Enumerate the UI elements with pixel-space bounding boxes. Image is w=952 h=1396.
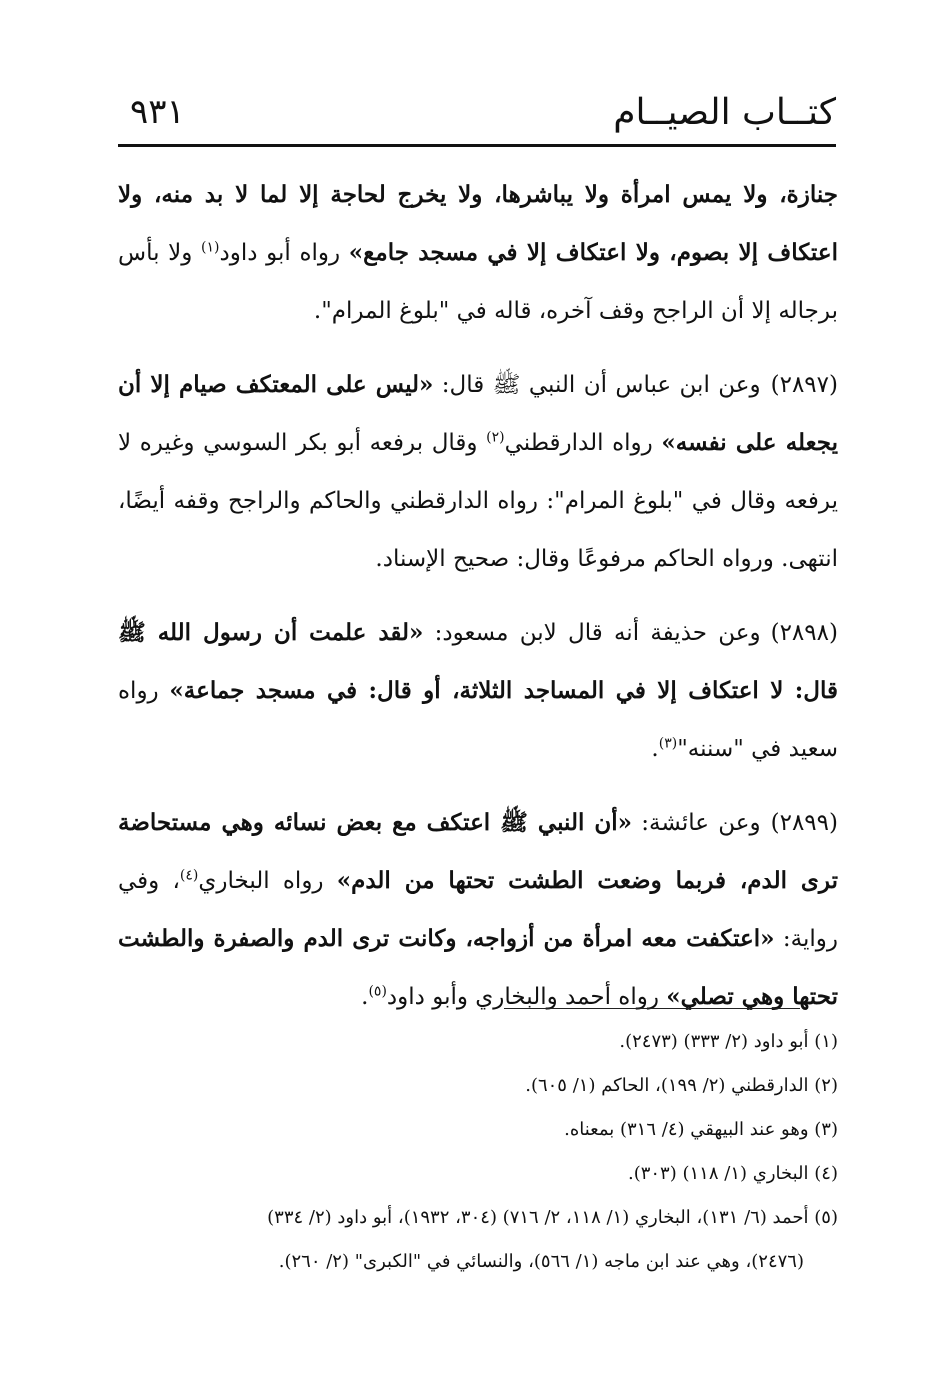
paragraph bbox=[118, 166, 838, 340]
paragraph bbox=[118, 794, 838, 1026]
commentary-text: وعن عائشة: bbox=[631, 810, 761, 836]
footnote: (٥) أحمد (٦/ ١٣١)، البخاري (١/ ١١٨، ٢/ ٧١٦) (٣٠٤، ١٩٣٢)، أبو داود (٢/ ٣٣٤) bbox=[267, 1207, 838, 1228]
commentary-text: وعن حذيفة أنه قال لابن مسعود: bbox=[423, 620, 761, 646]
chapter-title: كتــاب الصيــام bbox=[613, 92, 836, 133]
footnote-ref: (٢) bbox=[486, 429, 505, 446]
footnote-separator bbox=[504, 1008, 800, 1009]
commentary-text: وعن ابن عباس أن النبي ﷺ قال: bbox=[433, 372, 761, 398]
footnote: (٢) الدارقطني (٢/ ١٩٩)، الحاكم (١/ ٦٠٥). bbox=[525, 1075, 838, 1096]
footnote: (٤) البخاري (١/ ١١٨) (٣٠٣). bbox=[627, 1163, 838, 1184]
commentary-text: رواه الدارقطني bbox=[504, 430, 662, 456]
commentary-text: . bbox=[651, 736, 659, 762]
paragraph bbox=[118, 604, 838, 778]
footnote-ref: (١) bbox=[201, 239, 220, 256]
commentary-text: رواه أحمد والبخاري وأبو داود bbox=[386, 984, 667, 1010]
commentary-text: رواه أبو داود bbox=[219, 240, 349, 266]
commentary-text: رواه البخاري bbox=[198, 868, 337, 894]
page-number: ٩٣١ bbox=[130, 92, 185, 132]
footnote-ref: (٥) bbox=[368, 983, 387, 1000]
footnote-ref: (٣) bbox=[658, 735, 678, 752]
footnote-ref: (٤) bbox=[179, 867, 199, 884]
hadith-number: (٢٨٩٧) bbox=[770, 372, 838, 398]
header-rule bbox=[118, 144, 836, 147]
commentary-text: . bbox=[361, 984, 369, 1010]
hadith-text: «ليس على المعتكف صيام إلا أن يجعله على نفسه» bbox=[118, 371, 838, 456]
hadith-text: «لقد علمت أن رسول الله ﷺ قال: لا اعتكاف إلا في المساجد الثلاثة، أو قال: في مسجد جماعة» bbox=[118, 619, 839, 704]
commentary-text: ولا بأس برجاله إلا أن الراجح وقف آخره، قاله في "بلوغ المرام". bbox=[118, 240, 838, 324]
footnote: (١) أبو داود (٢/ ٣٣٣) (٢٤٧٣). bbox=[619, 1031, 838, 1052]
commentary-text: ، وفي رواية: bbox=[118, 868, 838, 952]
main-text bbox=[118, 166, 838, 1026]
commentary-text: رواه سعيد في "سننه" bbox=[118, 678, 838, 762]
hadith-number: (٢٨٩٨) bbox=[770, 620, 838, 646]
hadith-text: «أن النبي ﷺ اعتكف مع بعض نسائه وهي مستحاضة ترى الدم، فربما وضعت الطشت تحتها من الدم» bbox=[118, 809, 838, 894]
hadith-text: «اعتكفت معه امرأة من أزواجه، وكانت ترى الدم والصفرة والطشت تحتها وهي تصلي» bbox=[118, 925, 838, 1010]
footnote-continuation: (٢٤٧٦)، وهي عند ابن ماجه (١/ ٥٦٦)، والنسائي في "الكبرى" (٢/ ٢٦٠). bbox=[278, 1251, 804, 1272]
commentary-text: وقال برفعه أبو بكر السوسي وغيره لا يرفعه وقال في "بلوغ المرام": رواه الدارقطني والحاكم والراجح وقفه أيضًا، انتهى. ورواه الحاكم مرفوعًا وقال: صحيح الإسناد. bbox=[118, 430, 838, 572]
footnotes bbox=[118, 1020, 838, 1284]
hadith-number: (٢٨٩٩) bbox=[770, 810, 838, 836]
paragraph bbox=[118, 356, 838, 588]
hadith-text: جنازة، ولا يمس امرأة ولا يباشرها، ولا يخرج لحاجة إلا لما لا بد منه، ولا اعتكاف إلا بصوم، ولا اعتكاف إلا في مسجد جامع» bbox=[118, 181, 838, 266]
footnote: (٣) وهو عند البيهقي (٤/ ٣١٦) بمعناه. bbox=[564, 1119, 838, 1140]
page-header bbox=[118, 88, 836, 148]
